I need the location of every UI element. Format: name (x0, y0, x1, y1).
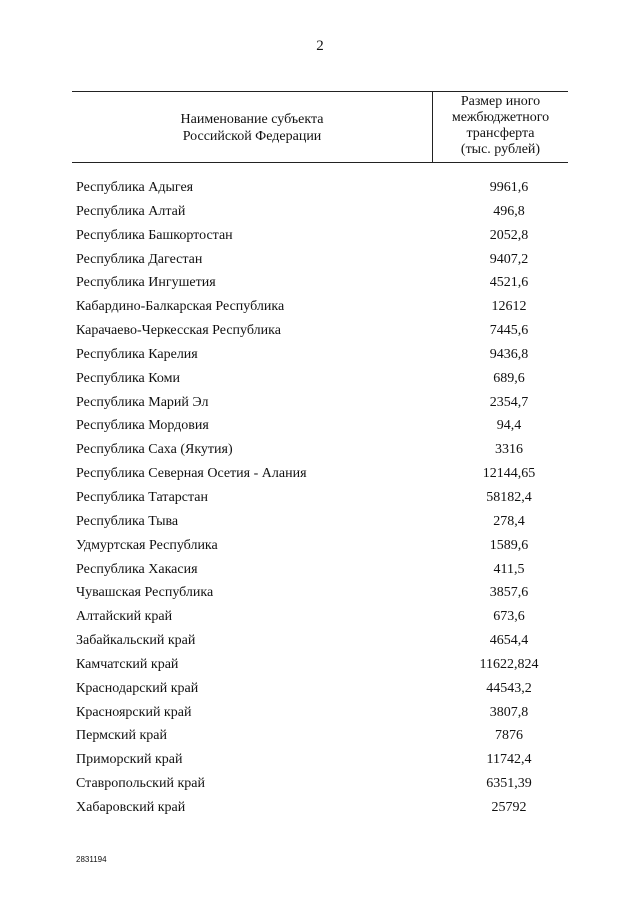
table-row (76, 486, 568, 510)
table-row (76, 724, 568, 748)
transfer-amount: 496,8 (493, 203, 525, 219)
subject-name: Республика Марий Эл (76, 394, 209, 410)
transfer-amount: 2052,8 (489, 227, 529, 243)
column-header-subject-name-line: Наименование субъекта (180, 112, 324, 127)
document-code: 2831194 (76, 855, 107, 864)
subject-name: Краснодарский край (76, 680, 199, 696)
subject-name: Республика Тыва (76, 513, 179, 529)
table-row (76, 581, 568, 605)
subject-name: Забайкальский край (76, 633, 196, 649)
transfer-amount: 411,5 (493, 561, 525, 577)
table-row (76, 343, 568, 367)
transfer-amount: 1589,6 (489, 537, 529, 553)
table-row (76, 391, 568, 415)
table-body (76, 176, 568, 820)
table-row (76, 677, 568, 701)
transfer-amount: 7445,6 (489, 323, 529, 339)
table-row (76, 176, 568, 200)
subject-name: Республика Башкортостан (76, 227, 233, 243)
subject-name: Республика Ингушетия (76, 275, 216, 291)
subject-name: Чувашская Республика (76, 585, 214, 601)
transfer-amount: 44543,2 (486, 680, 532, 696)
table-row (76, 319, 568, 343)
column-header-transfer-amount-line: трансферта (466, 126, 535, 141)
column-header-transfer-amount (433, 94, 568, 158)
subject-name: Удмуртская Республика (76, 537, 218, 553)
column-header-subject-name-line: Российской Федерации (182, 129, 322, 144)
subject-name: Пермский край (76, 728, 167, 744)
table-row (76, 367, 568, 391)
table-row (76, 653, 568, 677)
transfer-amount: 12144,65 (482, 466, 536, 482)
subject-name: Алтайский край (76, 609, 173, 625)
table-row (76, 224, 568, 248)
transfer-amount: 9436,8 (489, 346, 529, 362)
page-number: 2 (316, 38, 324, 54)
table-row (76, 248, 568, 272)
transfer-amount: 11622,824 (479, 656, 539, 672)
subject-name: Карачаево-Черкесская Республика (76, 323, 281, 339)
subject-name: Республика Мордовия (76, 418, 209, 434)
subject-name: Камчатский край (76, 656, 179, 672)
subject-name: Республика Алтай (76, 203, 186, 219)
transfer-amount: 9407,2 (489, 251, 529, 267)
table-row (76, 462, 568, 486)
subject-name: Республика Татарстан (76, 489, 209, 505)
transfer-amount: 58182,4 (486, 489, 532, 505)
table-row (76, 438, 568, 462)
table-row (76, 605, 568, 629)
transfer-amount: 12612 (491, 299, 527, 315)
transfer-amount: 4521,6 (489, 275, 529, 291)
table-header-bottom-rule (72, 162, 568, 163)
subject-name: Красноярский край (76, 704, 192, 720)
table-row (76, 629, 568, 653)
column-header-transfer-amount-line: (тыс. рублей) (460, 142, 541, 157)
transfer-amount: 94,4 (496, 418, 522, 434)
transfer-amount: 689,6 (493, 370, 525, 386)
table-row (76, 534, 568, 558)
column-header-transfer-amount-line: Размер иного (460, 94, 541, 109)
transfer-amount: 4654,4 (489, 633, 529, 649)
subject-name: Ставропольский край (76, 776, 205, 792)
column-header-subject-name (72, 111, 432, 145)
table-row (76, 200, 568, 224)
table-top-rule (72, 91, 568, 92)
table-row (76, 510, 568, 534)
column-header-transfer-amount-line: межбюджетного (451, 110, 550, 125)
table-row (76, 295, 568, 319)
transfer-amount: 3807,8 (489, 704, 529, 720)
subject-name: Республика Северная Осетия - Алания (76, 466, 307, 482)
transfer-amount: 11742,4 (486, 752, 532, 768)
subject-name: Хабаровский край (76, 799, 186, 815)
transfer-amount: 3857,6 (489, 585, 529, 601)
subject-name: Республика Хакасия (76, 561, 198, 577)
table-row (76, 558, 568, 582)
transfer-amount: 9961,6 (489, 180, 529, 195)
subject-name: Республика Дагестан (76, 251, 203, 267)
subject-name: Республика Адыгея (76, 180, 194, 195)
transfer-amount: 2354,7 (489, 394, 529, 410)
table-row (76, 701, 568, 725)
transfer-amount: 3316 (495, 442, 523, 458)
transfer-amount: 6351,39 (486, 776, 532, 792)
subject-name: Республика Карелия (76, 346, 198, 362)
table-row (76, 772, 568, 796)
transfer-amount: 278,4 (493, 513, 525, 529)
table-row (76, 748, 568, 772)
subject-name: Республика Саха (Якутия) (76, 442, 233, 458)
table-row (76, 796, 568, 820)
subject-name: Республика Коми (76, 370, 180, 386)
transfer-amount: 673,6 (493, 609, 525, 625)
subject-name: Кабардино-Балкарская Республика (76, 299, 285, 315)
table-row (76, 271, 568, 295)
transfer-amount: 25792 (491, 799, 527, 815)
subject-name: Приморский край (76, 752, 183, 768)
table-row (76, 414, 568, 438)
transfer-amount: 7876 (495, 728, 523, 744)
